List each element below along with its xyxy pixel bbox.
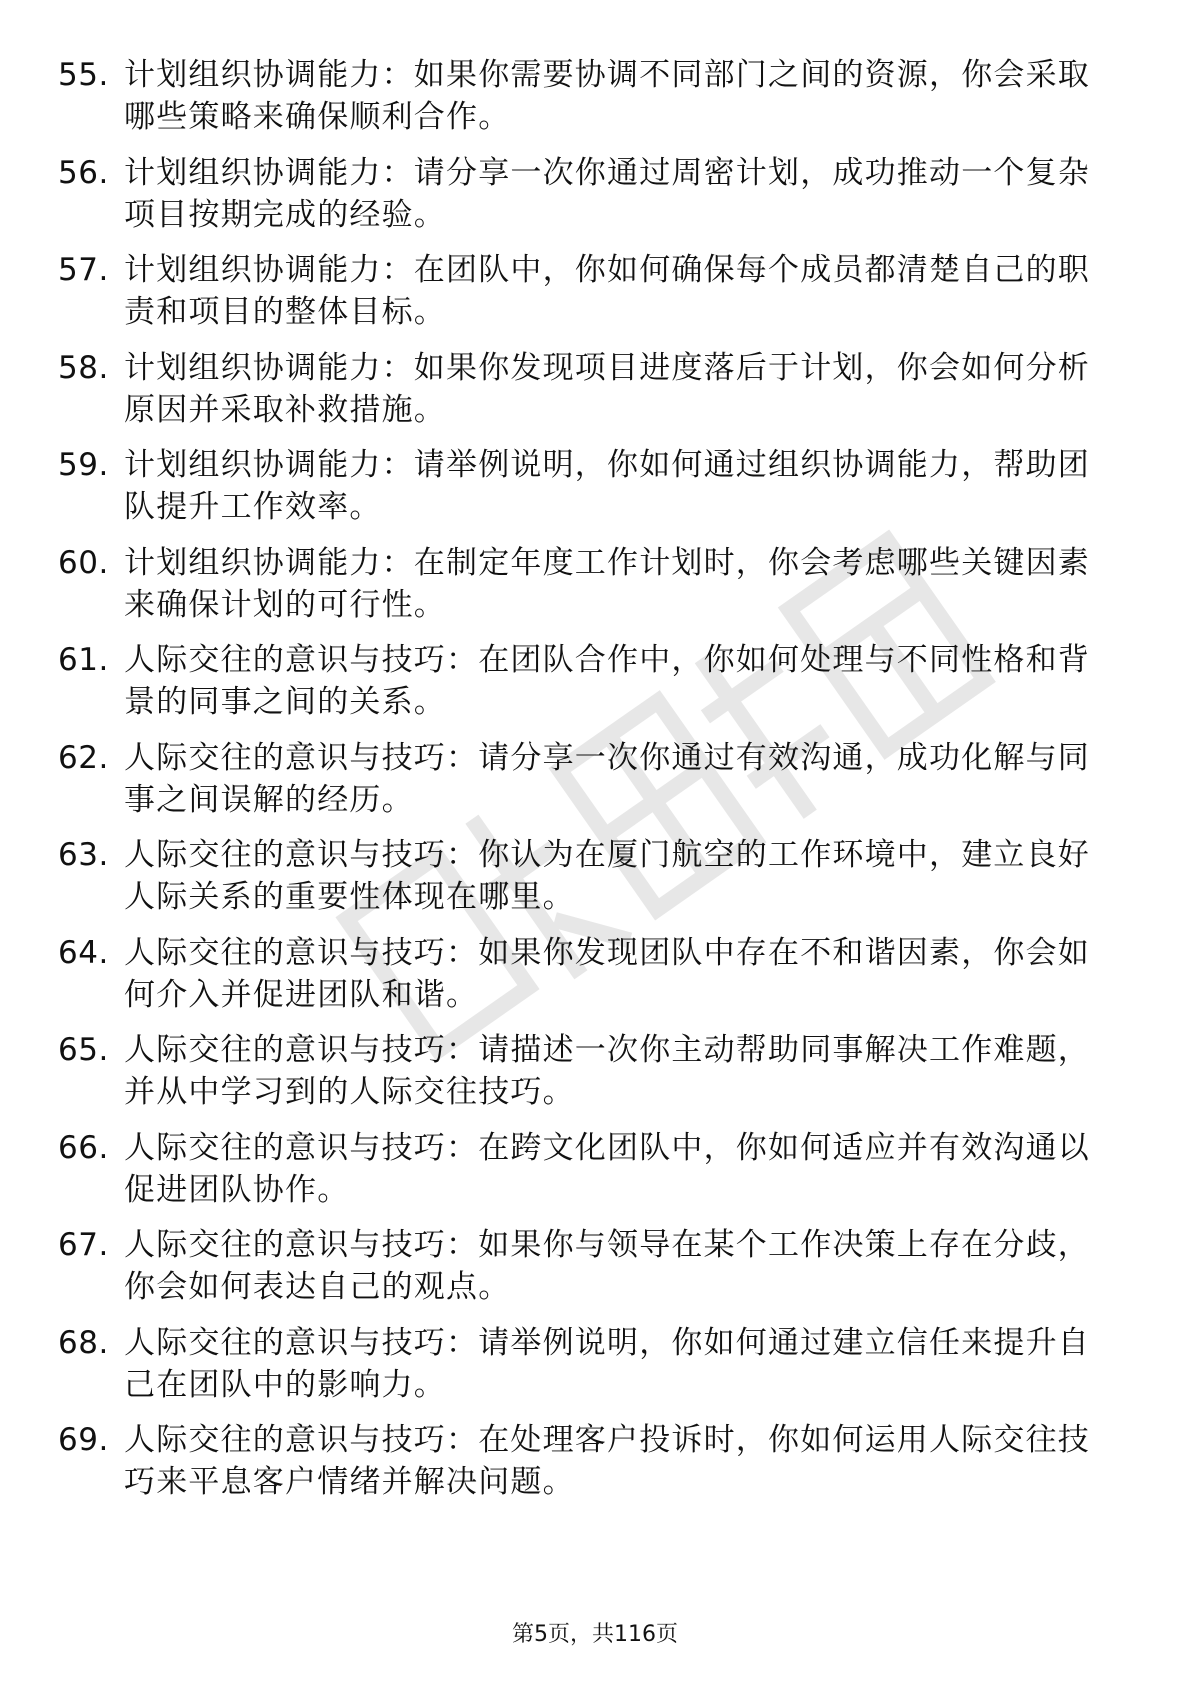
question-number: 62. (58, 739, 109, 776)
question-list (58, 54, 1118, 1517)
question-number: 66. (58, 1129, 109, 1166)
question-number: 60. (58, 544, 109, 581)
question-text: 人际交往的意识与技巧：在团队合作中，你如何处理与不同性格和背景的同事之间的关系。 (124, 642, 1090, 720)
question-text: 人际交往的意识与技巧：如果你与领导在某个工作决策上存在分歧，你会如何表达自己的观点。 (124, 1227, 1090, 1305)
question-item (58, 347, 1118, 445)
question-number: 59. (58, 447, 109, 483)
question-item (58, 639, 1118, 737)
question-text: 人际交往的意识与技巧：你认为在厦门航空的工作环境中，建立良好人际关系的重要性体现在哪里。 (124, 837, 1090, 915)
question-item (58, 932, 1118, 1030)
question-text: 计划组织协调能力：请举例说明，你如何通过组织协调能力，帮助团队提升工作效率。 (124, 447, 1090, 525)
question-text: 人际交往的意识与技巧：请举例说明，你如何通过建立信任来提升自己在团队中的影响力。 (124, 1324, 1090, 1403)
question-text: 计划组织协调能力：如果你发现项目进度落后于计划，你会如何分析原因并采取补救措施。 (124, 349, 1090, 428)
question-number: 67. (58, 1227, 109, 1263)
question-item (58, 834, 1118, 932)
question-item (58, 444, 1118, 542)
question-text: 计划组织协调能力：如果你需要协调不同部门之间的资源，你会采取哪些策略来确保顺利合作。 (124, 57, 1090, 135)
question-text: 人际交往的意识与技巧：在跨文化团队中，你如何适应并有效沟通以促进团队协作。 (124, 1129, 1090, 1208)
question-number: 69. (58, 1422, 109, 1458)
question-item (58, 737, 1118, 835)
question-item (58, 1127, 1118, 1225)
question-number: 61. (58, 642, 109, 678)
question-item (58, 542, 1118, 640)
page-number-label: 第5页，共116页 (512, 1622, 678, 1647)
question-number: 56. (58, 154, 109, 191)
question-number: 65. (58, 1032, 109, 1068)
question-item (58, 54, 1118, 152)
question-text: 人际交往的意识与技巧：在处理客户投诉时，你如何运用人际交往技巧来平息客户情绪并解决问题。 (124, 1422, 1090, 1500)
question-item (58, 1322, 1118, 1420)
question-text: 人际交往的意识与技巧：请描述一次你主动帮助同事解决工作难题，并从中学习到的人际交往技巧。 (124, 1032, 1090, 1110)
question-text: 计划组织协调能力：在团队中，你如何确保每个成员都清楚自己的职责和项目的整体目标。 (124, 252, 1090, 330)
question-item (58, 152, 1118, 250)
question-text: 人际交往的意识与技巧：请分享一次你通过有效沟通，成功化解与同事之间误解的经历。 (124, 739, 1090, 818)
question-item (58, 1224, 1118, 1322)
page-footer (0, 1620, 1190, 1650)
question-item (58, 1419, 1118, 1517)
question-item (58, 1029, 1118, 1127)
question-number: 64. (58, 934, 109, 971)
question-text: 计划组织协调能力：请分享一次你通过周密计划，成功推动一个复杂项目按期完成的经验。 (124, 154, 1090, 233)
question-text: 人际交往的意识与技巧：如果你发现团队中存在不和谐因素，你会如何介入并促进团队和谐。 (124, 934, 1090, 1013)
question-number: 68. (58, 1324, 109, 1361)
question-text: 计划组织协调能力：在制定年度工作计划时，你会考虑哪些关键因素来确保计划的可行性。 (124, 544, 1090, 623)
question-number: 55. (58, 57, 109, 93)
question-item (58, 249, 1118, 347)
question-number: 58. (58, 349, 109, 386)
question-number: 63. (58, 837, 109, 873)
question-number: 57. (58, 252, 109, 288)
